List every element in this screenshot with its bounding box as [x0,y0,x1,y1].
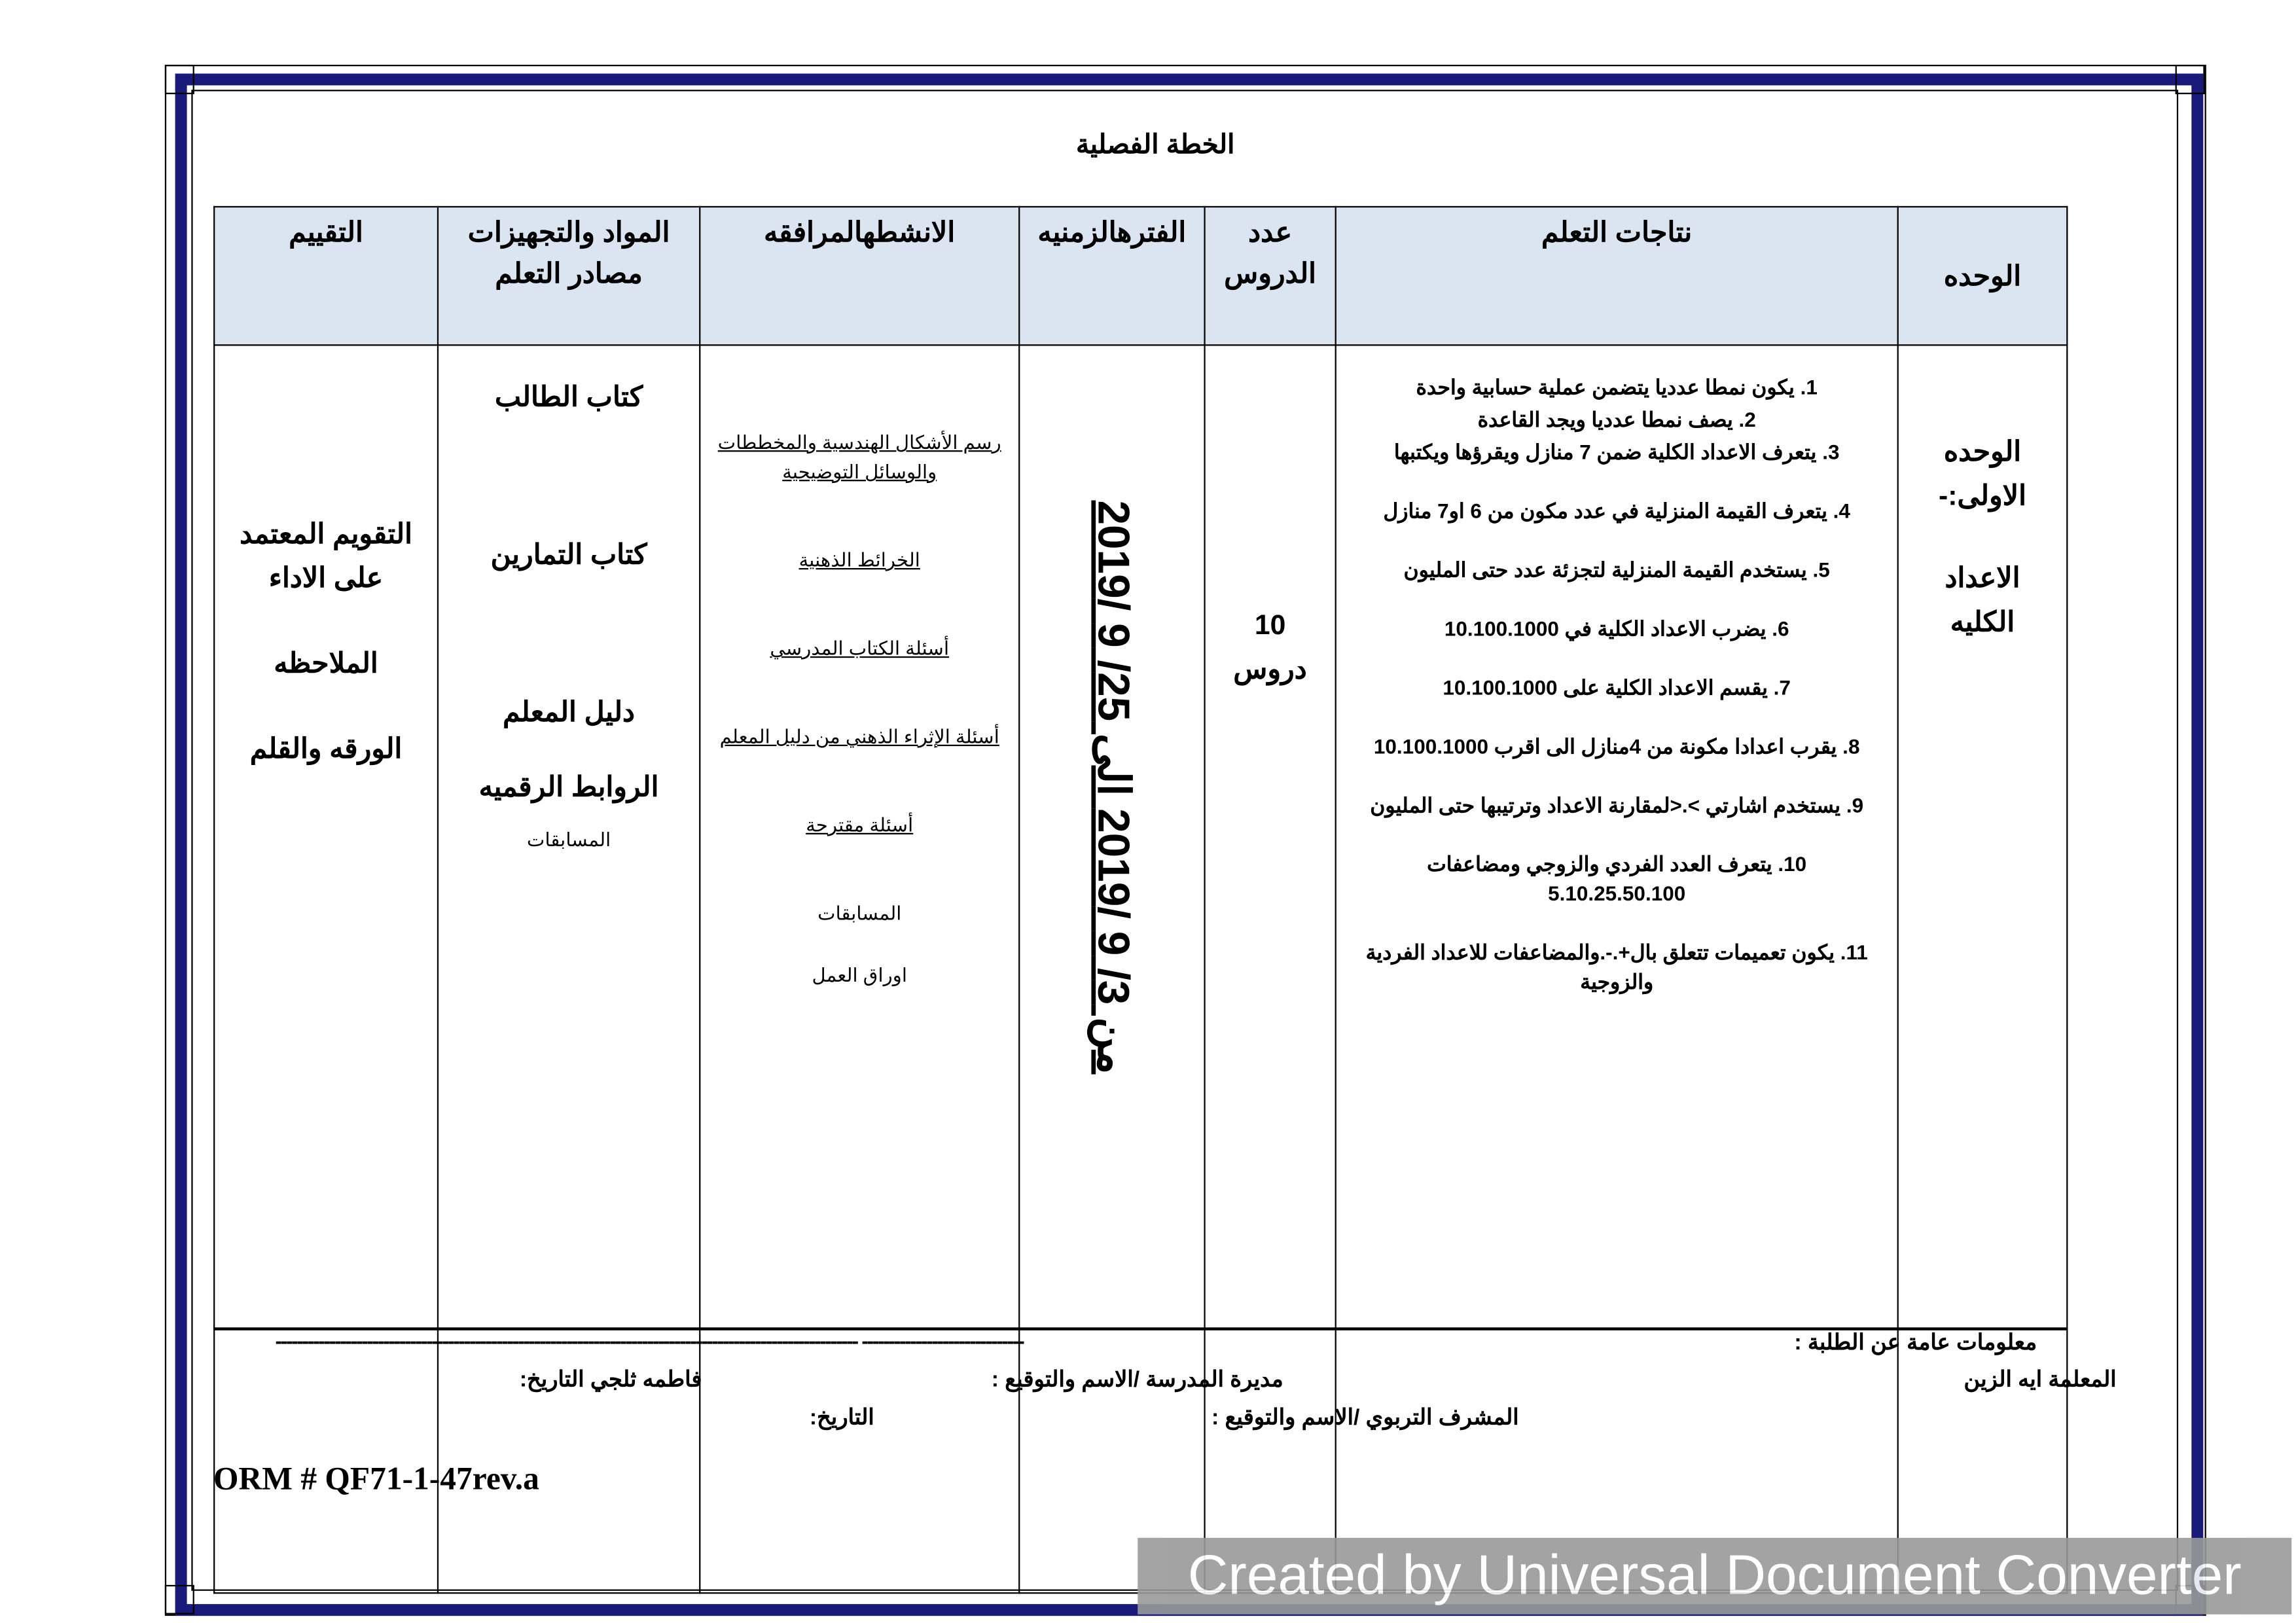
lessons-count: 10 [1254,611,1286,642]
unit-text: الاعداد [1945,563,2020,595]
header-materials [438,207,700,345]
table-row [214,345,2067,1593]
activity-item: أسئلة الكتاب المدرسي [770,637,950,660]
corner-ornament [165,65,194,94]
period-dates: من 3/ 9 /2019 الى 25/ 9 /2019 [1087,500,1136,1075]
header-lessons: عدد الدروس [1205,207,1336,345]
header-materials-line2: مصادر التعلم [495,259,643,290]
material-item: الروابط الرقميه [478,772,659,804]
header-evaluation: التقييم [214,207,438,345]
outcome-item: 7. يقسم الاعداد الكلية على 10.100.1000 [1443,675,1791,700]
header-outcomes: نتاجات التعلم [1336,207,1898,345]
form-number: ORM # QF71-1-47rev.a [213,1459,539,1497]
material-item: كتاب التمارين [490,540,647,571]
outcome-item: 3. يتعرف الاعداد الكلية ضمن 7 منازل ويقرؤها ويكتبها [1393,440,1840,464]
evaluation-item: الورقه والقلم [249,734,403,766]
period-cell [1019,345,1204,1593]
activity-item: الخرائط الذهنية [798,548,920,571]
table-header-row [214,207,2067,345]
unit-cell [1898,345,2068,1593]
outcome-item: 6. يضرب الاعداد الكلية في 10.100.1000 [1444,616,1789,641]
evaluation-cell [214,345,438,1593]
header-activities: الانشطهالمرافقه [700,207,1019,345]
page-title: الخطة الفصلية [1076,129,1235,159]
outcome-item: 9. يستخدم اشارتي >.<لمقارنة الاعداد وترتيبها حتى المليون [1370,793,1864,817]
header-materials-line1: المواد والتجهيزات [467,217,670,249]
corner-ornament [2176,65,2205,94]
activity-item: رسم الأشكال الهندسية والمخططات والوسائل التوضيحية [717,431,1001,483]
activity-item: أسئلة مقترحة [806,813,914,836]
outcome-item: 1. يكون نمطا عدديا يتضمن عملية حسابية واحدة [1416,375,1818,399]
materials-cell [438,345,700,1593]
evaluation-item: الملاحظه [274,649,378,680]
outcome-item: 5. يستخدم القيمة المنزلية لتجزئة عدد حتى المليون [1403,558,1830,582]
supervisor-label: المشرف التربوي /الاسم والتوقيع : [1211,1405,1519,1431]
corner-ornament [165,1585,194,1614]
activity-item: اوراق العمل [812,963,907,986]
teacher-name: المعلمة ايه الزين [1964,1367,2117,1393]
outcome-item: 2. يصف نمطا عدديا ويجد القاعدة [1477,407,1756,431]
lessons-label: دروس [1233,654,1307,686]
header-period: الفترهالزمنيه [1019,207,1204,345]
activity-item: المسابقات [817,902,902,925]
general-info-label: معلومات عامة عن الطلبة : [1794,1330,2037,1356]
evaluation-item: التقويم المعتمد على الاداء [240,519,413,595]
outcome-item: 11. يكون تعميمات تتعلق بال+.-.والمضاعفات للاعداد الفردية والزوجية [1365,940,1868,993]
unit-text: الاولى:- [1938,481,2026,512]
unit-text: الكليه [1950,607,2015,639]
material-item: كتاب الطالب [494,382,643,414]
principal-label: مديرة المدرسة /الاسم والتوقيع : [991,1367,1283,1393]
principal-name-date: فاطمه ثلجي التاريخ: [519,1367,702,1393]
unit-text: الوحده [1943,437,2022,469]
header-unit: الوحده [1898,207,2068,345]
outcome-item: 10. يتعرف العدد الفردي والزوجي ومضاعفات 5.10.25.50.100 [1427,851,1807,905]
outcome-item: 4. يتعرف القيمة المنزلية في عدد مكون من 6 او7 منازل [1383,499,1850,523]
activity-item: أسئلة الإثراء الذهني من دليل المعلم [719,725,999,748]
material-item: دليل المعلم [503,697,636,729]
outcome-item: 8. يقرب اعدادا مكونة من 4منازل الى اقرب 10.100.1000 [1373,734,1860,758]
supervisor-date: التاريخ: [809,1405,874,1431]
material-item: المسابقات [526,829,611,851]
watermark: Created by Universal Document Converter [1138,1538,2291,1614]
dashed-line: ------------------------------------------------------------------------------------------------------------ ------------------------------ [275,1329,1024,1353]
